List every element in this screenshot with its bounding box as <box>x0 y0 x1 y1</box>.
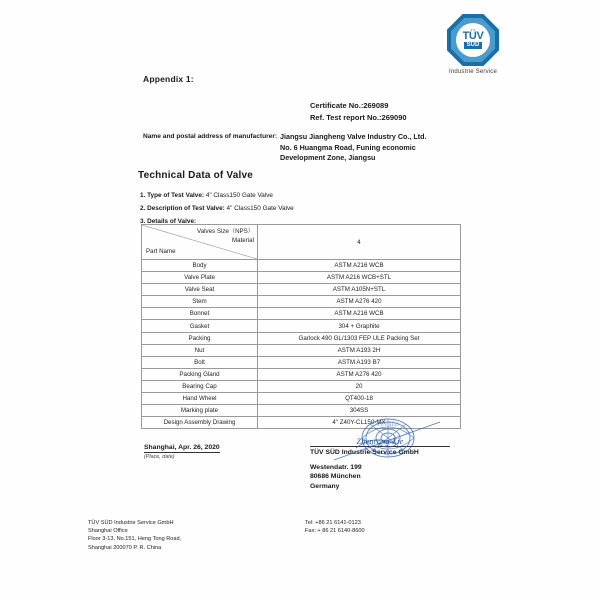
technical-item-2 <box>140 205 294 212</box>
manufacturer-name: Jiangsu Jiangheng Valve Industry Co., Ltd. <box>280 132 427 141</box>
footer-left-block <box>88 519 181 552</box>
table-header-material: Material <box>231 237 254 244</box>
manufacturer-address <box>280 132 427 164</box>
table-header-size-value: 4 <box>258 225 461 260</box>
table-cell-part-name: Bonnet <box>142 308 258 320</box>
table-cell-part-name: Stem <box>142 296 258 308</box>
table-cell-material: ASTM A216 WCB+STL <box>258 272 461 284</box>
table-row <box>142 344 461 356</box>
table-row <box>142 356 461 368</box>
table-cell-part-name: Valve Plate <box>142 272 258 284</box>
table-row <box>142 380 461 392</box>
table-row <box>142 296 461 308</box>
manufacturer-zone: Development Zone, Jiangsu <box>280 153 376 162</box>
table-cell-material: 304 + Graphite <box>258 320 461 332</box>
table-row <box>142 405 461 417</box>
technical-item-1-value: 4" Class150 Gate Valve <box>205 192 273 199</box>
technical-item-2-value: 4" Class150 Gate Valve <box>226 205 294 212</box>
table-cell-part-name: Bearing Cap <box>142 380 258 392</box>
table-cell-material: ASTM A276 420 <box>258 296 461 308</box>
place-date-block <box>144 444 220 460</box>
table-cell-material: ASTM A216 WCB <box>258 308 461 320</box>
manufacturer-label: Name and postal address of manufacturer: <box>143 133 278 140</box>
table-row <box>142 332 461 344</box>
ref-test-report-no: Ref. Test report No.:269090 <box>310 113 407 122</box>
table-cell-material: 4" Z40Y-CL150-MX <box>258 417 461 429</box>
certificate-no: Certificate No.:269089 <box>310 101 389 110</box>
table-cell-material: 304SS <box>258 405 461 417</box>
table-cell-part-name: Gasket <box>142 320 258 332</box>
table-row <box>142 368 461 380</box>
table-cell-part-name: Design Assembly Drawing <box>142 417 258 429</box>
table-row <box>142 308 461 320</box>
table-cell-material: ASTM A105N+STL <box>258 284 461 296</box>
certificate-numbers <box>310 100 407 124</box>
table-cell-part-name: Nut <box>142 344 258 356</box>
table-cell-part-name: Body <box>142 260 258 272</box>
table-row <box>142 260 461 272</box>
technical-data-title: Technical Data of Valve <box>138 170 254 181</box>
signature-block <box>310 437 450 491</box>
table-header-valve-size: Valves Size（NPS） <box>197 228 254 235</box>
footer-company: TÜV SÜD Industrie Service GmbH <box>88 520 174 526</box>
table-cell-part-name: Bolt <box>142 356 258 368</box>
table-header-part-name: Part Name <box>146 248 176 255</box>
octagon-center-disc <box>456 23 490 57</box>
table-cell-part-name: Marking plate <box>142 405 258 417</box>
svg-text:TÜV SÜD: TÜV SÜD <box>377 423 399 428</box>
table-cell-part-name: Hand Wheel <box>142 393 258 405</box>
table-cell-material: ASTM A193 2H <box>258 344 461 356</box>
appendix-label: Appendix 1: <box>143 74 194 84</box>
signing-address-country: Germany <box>310 482 340 490</box>
table-cell-material: ASTM A216 WCB <box>258 260 461 272</box>
table-header-corner-cell <box>142 225 258 260</box>
table-cell-material: ASTM A193 B7 <box>258 356 461 368</box>
footer-tel: Tel: +86 21 6141-0123 <box>305 520 361 526</box>
logo-sud-text: SÜD <box>464 42 483 49</box>
table-row <box>142 320 461 332</box>
table-row <box>142 272 461 284</box>
valve-details-table <box>141 224 461 429</box>
table-cell-material: ASTM A276 420 <box>258 368 461 380</box>
footer-right-block <box>305 519 365 535</box>
valve-details-table-body <box>142 225 461 260</box>
signing-address <box>310 463 450 492</box>
technical-item-3-label: 3. Details of Valve: <box>140 218 197 225</box>
footer-fax: Fax: + 86 21 6140-8600 <box>305 528 365 535</box>
table-cell-material: Garlock 490 GL/1303 FEP ULE Packing Set <box>258 332 461 344</box>
signature-rule <box>310 446 450 447</box>
signing-address-street: Westendatr. 199 <box>310 463 362 471</box>
technical-item-1-label: 1. Type of Test Valve: <box>140 192 205 199</box>
table-row <box>142 284 461 296</box>
footer-city: Shanghai 200070 P. R. China <box>88 544 162 551</box>
table-row <box>142 417 461 429</box>
table-row <box>142 393 461 405</box>
place-date-caption: (Place, date) <box>144 454 175 460</box>
footer-office: Shanghai Office <box>88 528 128 535</box>
valve-rows-body <box>142 260 461 429</box>
place-date: Shanghai, Apr. 26, 2020 <box>144 444 220 451</box>
table-header-row <box>142 225 461 260</box>
technical-item-2-label: 2. Description of Test Valve: <box>140 205 225 212</box>
technical-item-1 <box>140 192 273 199</box>
tuv-sud-logo <box>430 14 516 75</box>
table-cell-part-name: Valve Seat <box>142 284 258 296</box>
table-cell-material: 20 <box>258 380 461 392</box>
footer-street: Floor 3-13, No.151, Heng Tong Road, <box>88 536 182 543</box>
tuv-octagon-icon <box>447 14 499 66</box>
table-cell-part-name: Packing Gland <box>142 368 258 380</box>
manufacturer-street: No. 6 Huangma Road, Funing economic <box>280 142 416 152</box>
signing-organization: TÜV SÜD Industrie Service GmbH <box>310 448 419 456</box>
logo-caption: Industrie Service <box>448 69 498 75</box>
signer-name: Zhenrong Xie <box>356 437 404 446</box>
logo-tuv-text: TÜV <box>462 30 484 42</box>
table-cell-material: QT400-18 <box>258 393 461 405</box>
table-cell-part-name: Packing <box>142 332 258 344</box>
signing-address-city: 80686 München <box>310 473 361 480</box>
